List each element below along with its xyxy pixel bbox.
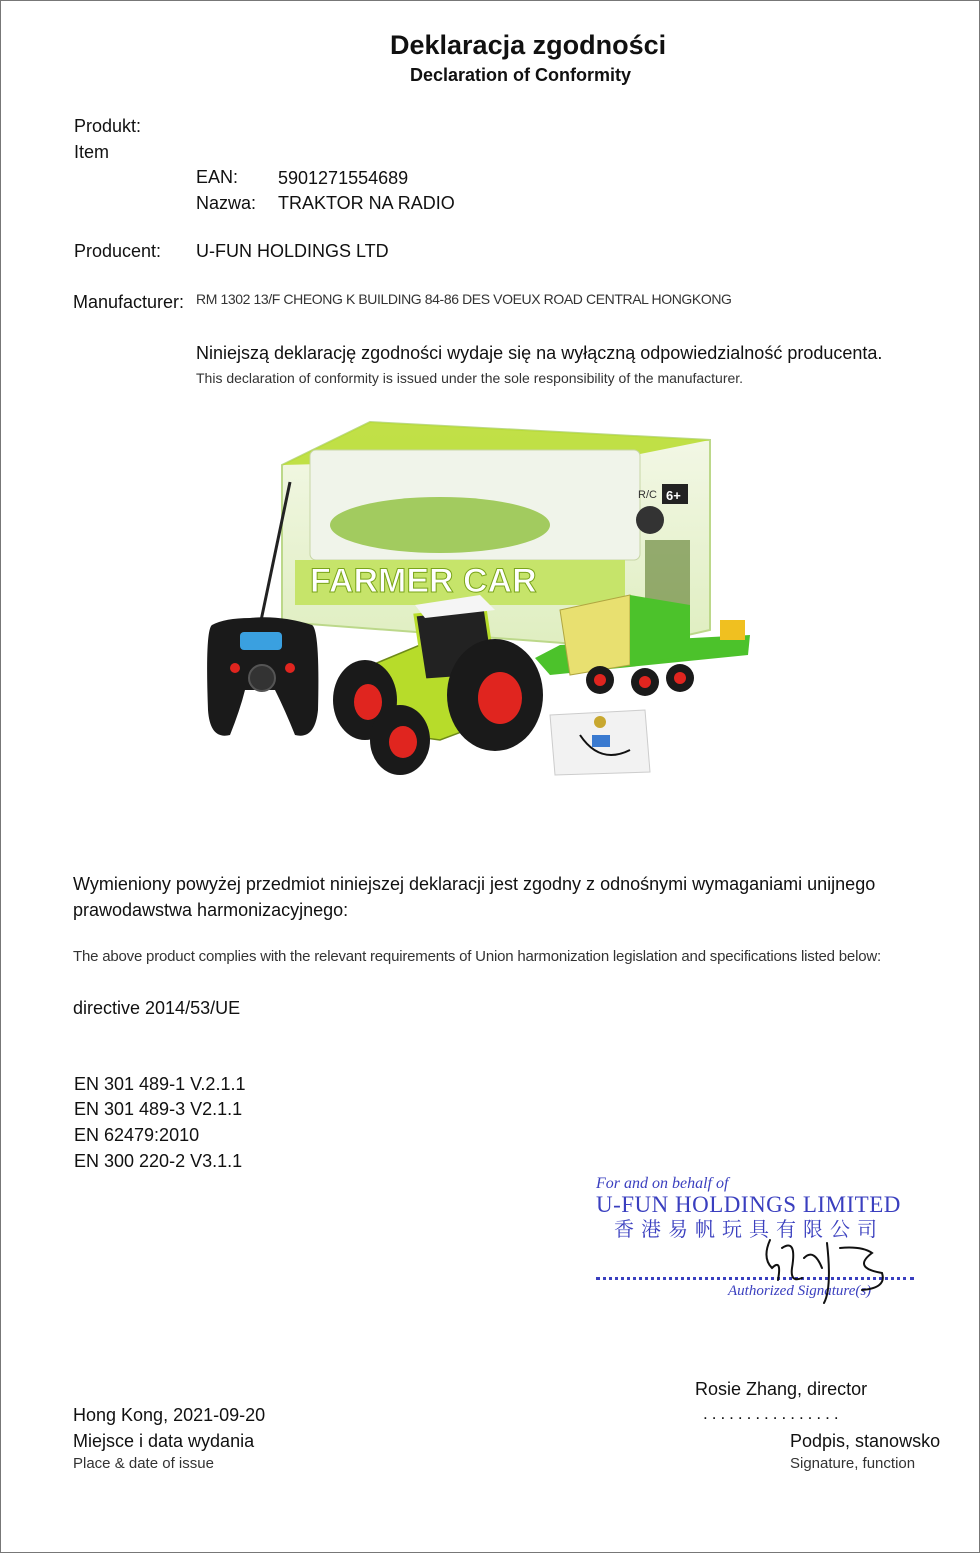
place-label-en: Place & date of issue <box>73 1455 214 1472</box>
producer-name: U-FUN HOLDINGS LTD <box>196 241 389 261</box>
stamp-authorized: Authorized Signature(s) <box>728 1283 872 1299</box>
manufacturer-address: RM 1302 13/F CHEONG K BUILDING 84-86 DES VOEUX ROAD CENTRAL HONGKONG <box>196 291 732 307</box>
responsibility-en: This declaration of conformity is issued under the sole responsibility of the manufacturer. <box>196 370 744 386</box>
box-rc-label: R/C <box>638 489 657 501</box>
signature-label-pl: Podpis, stanowsko <box>790 1431 941 1451</box>
standard-item: EN 300 220-2 V3.1.1 <box>74 1151 243 1171</box>
compliance-pl-line1: Wymieniony powyżej przedmiot niniejszej deklaracji jest zgodny z odnośnymi wymaganiami unijnego <box>73 874 876 894</box>
standard-item: EN 301 489-1 V.2.1.1 <box>74 1074 246 1094</box>
name-value: TRAKTOR NA RADIO <box>278 193 455 213</box>
place-date: Hong Kong, 2021-09-20 <box>73 1405 266 1425</box>
stamp-line1: For and on behalf of <box>596 1175 729 1192</box>
standard-item: EN 62479:2010 <box>74 1125 200 1145</box>
box-brand-text: FARMER CAR <box>310 562 537 600</box>
name-label: Nazwa: <box>196 193 257 213</box>
product-label-pl: Produkt: <box>74 116 142 136</box>
producer-label: Producent: <box>74 241 162 261</box>
page-title: Deklaracja zgodności <box>390 30 667 60</box>
responsibility-pl: Niniejszą deklarację zgodności wydaje się na wyłączną odpowiedzialność producenta. <box>196 343 883 363</box>
compliance-pl-line2: prawodawstwa harmonizacyjnego: <box>73 900 349 920</box>
page-subtitle: Declaration of Conformity <box>410 65 632 85</box>
product-photo <box>190 410 770 830</box>
stamp-company: U-FUN HOLDINGS LIMITED <box>596 1192 901 1217</box>
handwritten-signature <box>752 1228 902 1308</box>
remote-control <box>207 617 318 735</box>
place-label-pl: Miejsce i data wydania <box>73 1431 255 1451</box>
stamp-company-cn: 香港易帆玩具有限公司 <box>614 1217 884 1241</box>
signature-dots: ................ <box>703 1404 843 1423</box>
ean-value: 5901271554689 <box>278 168 409 188</box>
age-badge: 6+ <box>666 488 681 503</box>
directive: directive 2014/53/UE <box>73 998 241 1018</box>
standard-item: EN 301 489-3 V2.1.1 <box>74 1099 243 1119</box>
product-label-en: Item <box>74 142 110 162</box>
ean-label: EAN: <box>196 167 239 187</box>
signer-name: Rosie Zhang, director <box>695 1379 868 1399</box>
manufacturer-label: Manufacturer: <box>73 292 185 312</box>
compliance-en: The above product complies with the relevant requirements of Union harmonization legislation and specifications listed below: <box>73 948 881 965</box>
baler-trailer <box>535 595 750 696</box>
signature-label-en: Signature, function <box>790 1455 916 1472</box>
accessories-bag <box>550 710 650 775</box>
